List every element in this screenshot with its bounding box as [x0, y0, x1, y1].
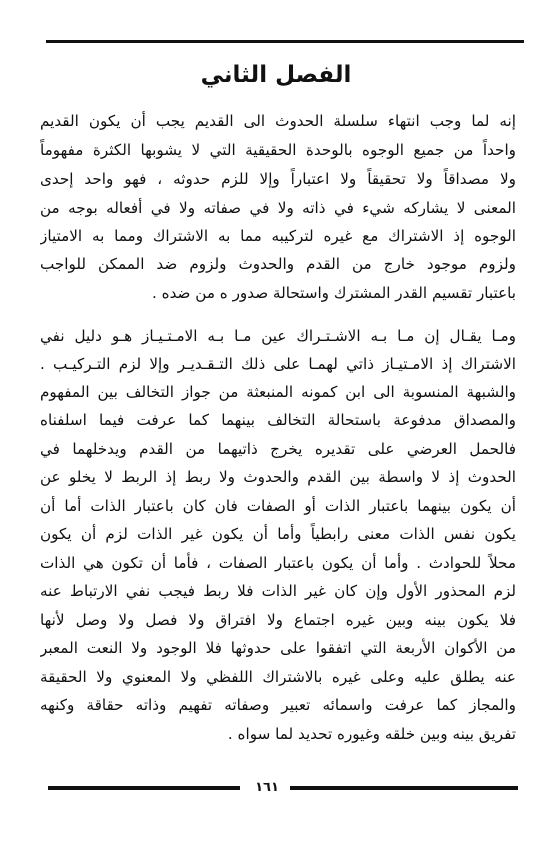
footer-rule-right	[290, 786, 518, 790]
text-line: والمصداق مدفوعة باستحالة التخالف بينهما كما عرفت فيما اسلفناه	[40, 411, 516, 429]
text-line: الحدوث إذ لا واسطة بين القدم والحدوث ولا ربط إذ الربط لا يخلو عن	[40, 468, 516, 486]
footer	[48, 780, 518, 796]
page-number: ١٦١	[255, 780, 279, 795]
text-line: لزم المحذور الأول وإن كان غير الذات فلا ربط فيجب نفي الارتباط عنه	[40, 582, 516, 600]
text-line: باعتبار تقسيم القدر المشترك واستحالة صدور ه من ضده .	[151, 284, 516, 302]
text-line: ولا مصداقاً ولا تحقيقاً ولا اعتباراً وإلا للزم حدوثه ، فهو واحد إحدى	[40, 170, 516, 188]
text-line: الوجوه إذ الاشتراك مع غيره لتركيبه مما به الاشتراك ومما به الامتياز	[40, 227, 516, 245]
text-line: تفريق بينه وبين خلقه وغيوره تحديد لما سواه .	[227, 725, 516, 743]
text-line: واحداً من جميع الوجوه بالوحدة الحقيقية التي لا يشوبها الكثرة مفهوماً	[40, 141, 516, 159]
text-line: يكون نفس الذات معنى رابطياً وأما أن يكون غير الذات لزم أن يكون	[40, 525, 516, 543]
text-line: ولزوم موجود خارج من القدم والحدوث ولزوم ضد الممكن للواجب	[40, 255, 516, 273]
header-rule	[46, 40, 524, 43]
footer-rule-left	[48, 786, 240, 790]
text-line: عنه يطلق عليه وعلى غيره بالاشتراك اللفظي ولا المعنوي ولا الحقيقة	[40, 668, 516, 686]
text-line: ومـا يقـال إن مـا بـه الاشـتـراك عين مـا بـه الامـتـيـاز هـو دليل نفي	[40, 327, 516, 345]
text-line: أن يكون بينهما باعتبار الذات أو الصفات فان كان باعتبار الذات أما أن	[40, 497, 516, 515]
text-line: المعنى لا يشاركه شيء في ذاته ولا في صفاته ولا في أفعاله بوجه من	[40, 199, 516, 217]
text-line: والشبهة المنسوبة الى ابن كمونه المنبعثة من جواز التخالف بين المفهوم	[40, 383, 516, 401]
text-line: والمجاز كما عرفت واسمائه تعبير وصفاته تفهيم وذاته حقاقة وكنهه	[40, 696, 516, 714]
text-line: الاشتراك إذ الامـتيـاز ذاتي لهمـا على ذلك التـقـديـر وإلا لزم التـركيـب .	[40, 355, 516, 373]
text-line: من الأكوان الأربعة التي اتفقوا على حدوثها فلا الوجود ولا النعت المعبر	[40, 639, 516, 657]
text-line: إنه لما وجب انتهاء سلسلة الحدوث الى القديم يجب أن يكون القديم	[40, 112, 516, 130]
text-line: فلا يكون بينه وبين غيره اجتماع ولا افتراق ولا فصل ولا وصل لأنها	[40, 611, 516, 629]
text-line: محلاً للحوادث . وأما أن يكون باعتبار الصفات ، فأما أن تكون هي الذات	[40, 554, 516, 572]
chapter-title: الفصل الثاني	[200, 62, 352, 88]
text-line: فالحمل العرضي على تقديره يخرج ذاتيهما من القدم ويدخلهما في	[40, 440, 516, 458]
